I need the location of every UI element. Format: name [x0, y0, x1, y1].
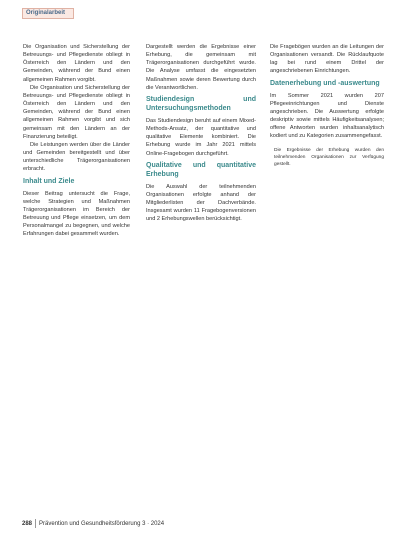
column-3 — [270, 43, 384, 168]
column-1 — [23, 43, 130, 238]
journal-title: Prävention und Gesundheitsförderung 3 · 2024 — [39, 521, 165, 527]
section-heading: Studiendesign und Untersuchungsmethoden — [146, 95, 256, 112]
paragraph: Die Leistungen werden über die Länder und Gemeinden bereitgestellt und über unterschiedliche Trägerorganisationen erbracht. — [23, 141, 130, 173]
footnote: Die Ergebnisse der Erhebung wurden den teilnehmenden Organisationen zur Verfügung gestellt. — [274, 147, 384, 167]
paragraph: Die Fragebögen wurden an die Leitungen der Organisationen versandt. Die Rücklaufquote lag bei rund einem Drittel der angeschriebenen Einrichtungen. — [270, 44, 384, 75]
paragraph: Die Organisation und Sicherstellung der Betreuungs- und Pflegedienste obliegt in Österreich den Ländern und den Gemeinden, während der Bund einen allgemeinen Rahmen vorgibt und sich gemeinsam mit den Ländern an der Finanzierung beteiligt. — [23, 84, 130, 140]
page-number: 288 — [22, 521, 33, 527]
paragraph: Dieser Beitrag untersucht die Frage, welche Strategien und Maßnahmen Trägerorganisationen im Bereich der Betreuung und Pflege einsetzen, um dem Personalmangel zu begegnen, und welche Erfahrungen dabei gesammelt wurden. — [23, 190, 130, 238]
paragraph: Die Auswahl der teilnehmenden Organisationen erfolgte anhand der Mitgliederlisten der Dachverbände. Insgesamt wurden 11 Fragebogenversionen und 2 Erhebungswellen berücksichtigt. — [146, 183, 256, 223]
page-footer — [22, 518, 382, 530]
section-tag: Originalarbeit — [22, 8, 74, 19]
section-heading: Datenerhebung und -auswertung — [270, 79, 380, 87]
paragraph: Dargestellt werden die Ergebnisse einer Erhebung, die gemeinsam mit Trägerorganisationen durchgeführt wurde. Die Analyse umfasst die eingesetzten Maßnahmen sowie deren Bewertung durch die Verantwortlichen. — [146, 44, 256, 91]
paragraph: Die Organisation und Sicherstellung der Betreuungs- und Pflegedienste obliegt in Österreich den Ländern und den Gemeinden, während der Bund einen allgemeinen Rahmen vorgibt. — [23, 44, 130, 83]
paragraph: Im Sommer 2021 wurden 207 Pflegeeinrichtungen und Dienste angeschrieben. Die Auswertung erfolgte deskriptiv sowie mittels Häufigkeitsanalysen; offene Antworten wurden inhaltsanalytisch kodiert und zu Kategorien zusammengefasst. — [270, 92, 384, 140]
footer-divider — [35, 519, 36, 528]
section-heading: Qualitative und quantitative Erhebung — [146, 161, 256, 178]
paragraph: Das Studiendesign beruht auf einem Mixed-Methods-Ansatz, der quantitative und qualitative Elemente kombiniert. Die Erhebung wurde im Jahr 2021 mittels Online-Fragebogen durchgeführt. — [146, 117, 256, 157]
section-heading: Inhalt und Ziele — [23, 177, 75, 185]
column-2 — [146, 43, 256, 224]
